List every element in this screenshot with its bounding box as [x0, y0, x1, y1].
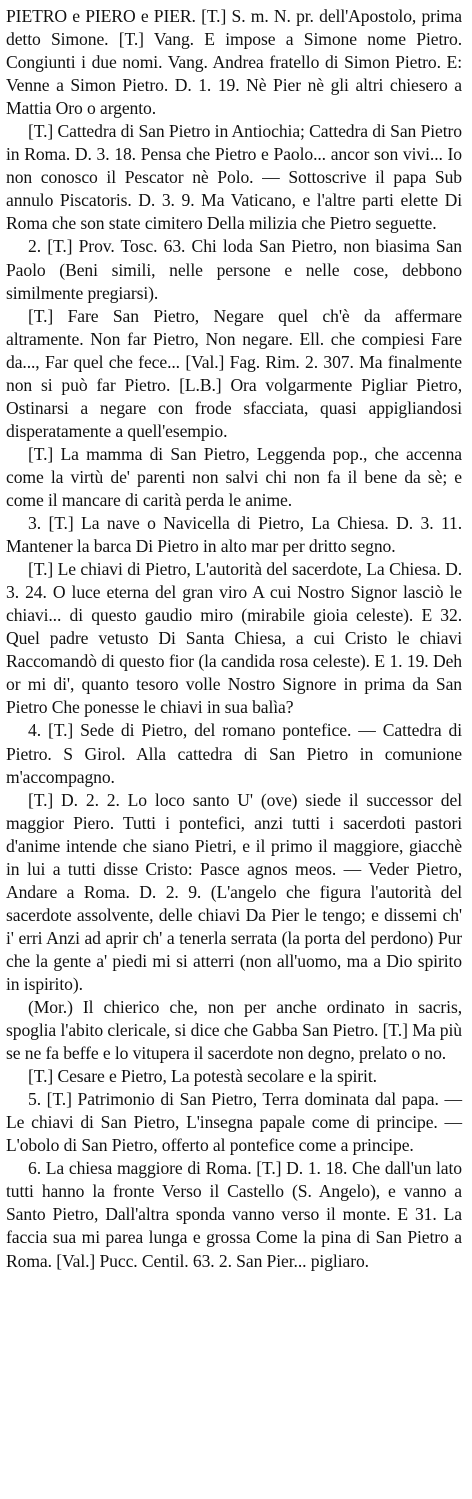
sense-2-fare-san-pietro: [T.] Fare San Pietro, Negare quel ch'è da affermare altramente. Non far Pietro, Non negare. Ell. che compiesi Fare da..., Far quel che fece... [Val.] Fag. Rim. 2. 307. Ma finalmente non si può far Pietro. [L.B.] Ora volgarmente Pigliar Pietro, Ostinarsi a negare con frode sfacciata, quasi appigliandosi disperatamente a quell'esempio. [6, 305, 462, 441]
sense-3-nave: 3. [T.] La nave o Navicella di Pietro, La Chiesa. D. 3. 11. Mantener la barca Di Pietro in alto mar per dritto segno. [6, 513, 462, 557]
sense-4-loco-santo: [T.] D. 2. 2. Lo loco santo U' (ove) siede il successor del maggior Piero. Tutti i pontefici, anzi tutti i sacerdoti pastori d'anime intende che siano Pietri, e il primo il maggiore, giacchè in lui a tutti disse Cristo: Pasce agnos meos. — Veder Pietro, Andare a Roma. D. 2. 9. (L'angelo che figura l'autorità del sacerdote assolvente, delle chiavi Da Pier le tengo; e dissemi ch' i' erri Anzi ad aprir ch' a tenerla serrata (la porta del perdono) Pur che la gente a' piedi mi si atterri (non all'uomo, ma a Dio spirito in ispirito). [6, 789, 462, 994]
sense-4-cesare: [T.] Cesare e Pietro, La potestà secolare e la spirit. [28, 1066, 377, 1087]
sense-4-sede: 4. [T.] Sede di Pietro, del romano pontefice. — Cattedra di Pietro. S Girol. Alla cattedra di San Pietro in comunione m'accompagno. [6, 720, 462, 787]
sense-4-chierico: (Mor.) Il chierico che, non per anche ordinato in sacris, spoglia l'abito clericale, si dice che Gabba San Pietro. [T.] Ma più se ne fa beffe e lo vitupera il sacerdote non degno, prelato o no. [6, 997, 462, 1064]
entry-headword-paragraph: PIETRO e PIERO e PIER. [T.] S. m. N. pr. dell'Apostolo, prima detto Simone. [T.] Vang. E impose a Simone nome Pietro. Congiunti i due nomi. Vang. Andrea fratello di Simon Pietro. E: Venne a Simon Pietro. D. 1. 19. Nè Pier nè gli altri chiesero a Mattia Oro o argento. [6, 6, 462, 119]
sense-5-patrimonio: 5. [T.] Patrimonio di San Pietro, Terra dominata dal papa. — Le chiavi di San Pietro, L'insegna papale come di principe. — L'obolo di San Pietro, offerto al pontefice come a principe. [6, 1089, 462, 1156]
sense-3-chiavi: [T.] Le chiavi di Pietro, L'autorità del sacerdote, La Chiesa. D. 3. 24. O luce eterna del gran viro A cui Nostro Signor lasciò le chiavi... di questo gaudio miro (mirabile gioia celeste). E 32. Quel padre vetusto Di Santa Chiesa, a cui Cristo le chiavi Raccomandò di questo fior (la candida rosa celeste). E 1. 19. Deh or mi di', quanto tesoro volle Nostro Signore in prima da San Pietro Che ponesse le chiavi in sua balìa? [6, 559, 462, 718]
sense-6-chiesa: 6. La chiesa maggiore di Roma. [T.] D. 1. 18. Che dall'un lato tutti hanno la fronte Verso il Castello (S. Angelo), e vanno a Santo Pietro, Dall'altra sponda vanno verso il monte. E 31. La faccia sua mi parea lunga e grossa Come la pina di San Pietro a Roma. [Val.] Pucc. Centil. 63. 2. San Pier... pigliaro. [6, 1158, 462, 1271]
paragraph-cattedra: [T.] Cattedra di San Pietro in Antiochia; Cattedra di San Pietro in Roma. D. 3. 18. Pensa che Pietro e Paolo... ancor son vivi... Io non conosco il Pescator nè Polo. — Sottoscrive il papa Sub annulo Piscatoris. D. 3. 9. Ma Vaticano, e l'altre parti elette Di Roma che son state cimitero Della milizia che Pietro seguette. [6, 121, 462, 234]
sense-2-proverb: 2. [T.] Prov. Tosc. 63. Chi loda San Pietro, non biasima San Paolo (Beni simili, nelle persone e nelle cose, debbono similmente pregiarsi). [6, 236, 462, 303]
sense-2-mamma: [T.] La mamma di San Pietro, Leggenda pop., che accenna come la virtù de' parenti non salvi chi non fa il bene da sè; e come il mancare di carità perda le anime. [6, 443, 462, 510]
